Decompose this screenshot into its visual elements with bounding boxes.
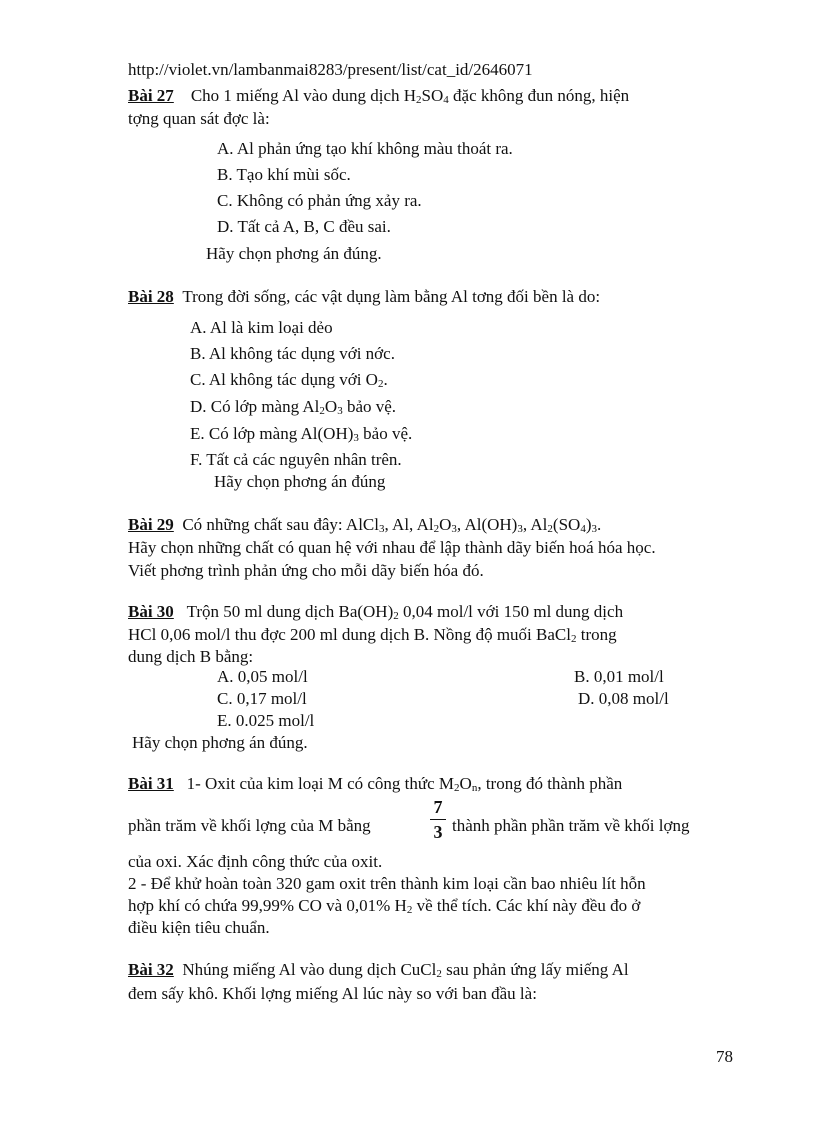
question-31-line-4: 2 - Để khử hoàn toàn 320 gam oxit trên thành kim loại cần bao nhiêu lít hỗn (128, 874, 646, 893)
fraction-numerator: 7 (433, 797, 443, 817)
question-27-line-2: tợng quan sát đợc là: (128, 109, 270, 128)
question-29-line-2: Hãy chọn những chất có quan hệ với nhau để lập thành dãy biến hoá hóa học. (128, 538, 656, 557)
question-30-option-e: E. 0.025 mol/l (217, 711, 315, 730)
fraction-seven-thirds (430, 796, 446, 843)
question-30-option-c: C. 0,17 mol/l (217, 689, 307, 708)
question-31-line-5: hợp khí có chứa 99,99% CO và 0,01% $H_2$ về thể tích. Các khí này đều đo ở (128, 896, 641, 916)
question-28-title: Bài 28 (128, 287, 174, 306)
question-27-option-c: C. Không có phản ứng xảy ra. (217, 191, 422, 210)
question-28-option-f: F. Tất cả các nguyên nhân trên. (190, 450, 402, 469)
question-30-option-d: D. 0,08 mol/l (578, 689, 669, 708)
question-27-option-a: A. Al phản ứng tạo khí không màu thoát ra. (217, 139, 513, 158)
fraction-bar (430, 819, 446, 820)
question-31-line-2b: thành phần phần trăm về khối lợng (452, 816, 690, 835)
question-31-title: Bài 31 (128, 774, 174, 793)
question-32-line-1: Bài 32 Nhúng miếng Al vào dung dịch CuCl$_2$ sau phản ứng lấy miếng Al (128, 960, 629, 980)
question-31-line-2a: phần trăm về khối lợng của M bằng (128, 816, 371, 835)
question-32-line-2: đem sấy khô. Khối lợng miếng Al lúc này so với ban đầu là: (128, 984, 537, 1003)
question-28-option-d: D. Có lớp màng $Al_2O_3$ bảo vệ. (190, 397, 397, 417)
question-30-instruction: Hãy chọn phơng án đúng. (132, 733, 308, 752)
question-28-option-b: B. Al không tác dụng với nớc. (190, 344, 395, 363)
question-31-line-3: của oxi. Xác định công thức của oxit. (128, 852, 383, 871)
question-27-option-d: D. Tất cả A, B, C đều sai. (217, 217, 391, 236)
question-29-title: Bài 29 (128, 515, 174, 534)
question-27-line-1: Bài 27 Cho 1 miếng Al vào dung dịch $H_2SO_4$ đặc không đun nóng, hiện (128, 86, 630, 106)
question-30-line-1: Bài 30 Trộn 50 ml dung dịch $Ba(OH)_2$ 0,04 mol/l với 150 ml dung dịch (128, 602, 624, 622)
question-30-line-2: HCl 0,06 mol/l thu đợc 200 ml dung dịch B. Nồng độ muối BaCl$_2$ trong (128, 625, 617, 645)
question-30-title: Bài 30 (128, 602, 174, 621)
question-27-title: Bài 27 (128, 86, 174, 105)
question-30-option-b: B. 0,01 mol/l (574, 667, 664, 686)
question-30-option-a: A. 0,05 mol/l (217, 667, 308, 686)
question-27-option-b: B. Tạo khí mùi sốc. (217, 165, 351, 184)
question-29-line-3: Viết phơng trình phản ứng cho mỗi dãy biến hóa đó. (128, 561, 484, 580)
question-28-option-c: C. Al không tác dụng với $O_2$. (190, 370, 388, 390)
question-27-instruction: Hãy chọn phơng án đúng. (206, 244, 382, 263)
question-28-instruction: Hãy chọn phơng án đúng (214, 472, 386, 491)
question-28-line-1: Bài 28 Trong đời sống, các vật dụng làm bằng Al tơng đối bền là do: (128, 287, 601, 306)
question-29-line-1: Bài 29 Có những chất sau đây: AlCl$_3$, Al, $Al_2O_3$, $Al(OH)_3$, $Al_2(SO_4)_3$. (128, 515, 602, 535)
fraction-denominator: 3 (433, 822, 443, 842)
question-30-line-3: dung dịch B bằng: (128, 647, 254, 666)
source-url: http://violet.vn/lambanmai8283/present/list/cat_id/2646071 (128, 60, 533, 79)
question-31-line-1: Bài 31 1- Oxit của kim loại M có công thức $M_2O_n$, trong đó thành phần (128, 774, 623, 794)
question-28-option-e: E. Có lớp màng $Al(OH)_3$ bảo vệ. (190, 424, 413, 444)
question-28-option-a: A. Al là kim loại dẻo (190, 318, 333, 337)
question-32-title: Bài 32 (128, 960, 174, 979)
page-number: 78 (716, 1047, 733, 1066)
question-31-line-6: điều kiện tiêu chuẩn. (128, 918, 270, 937)
